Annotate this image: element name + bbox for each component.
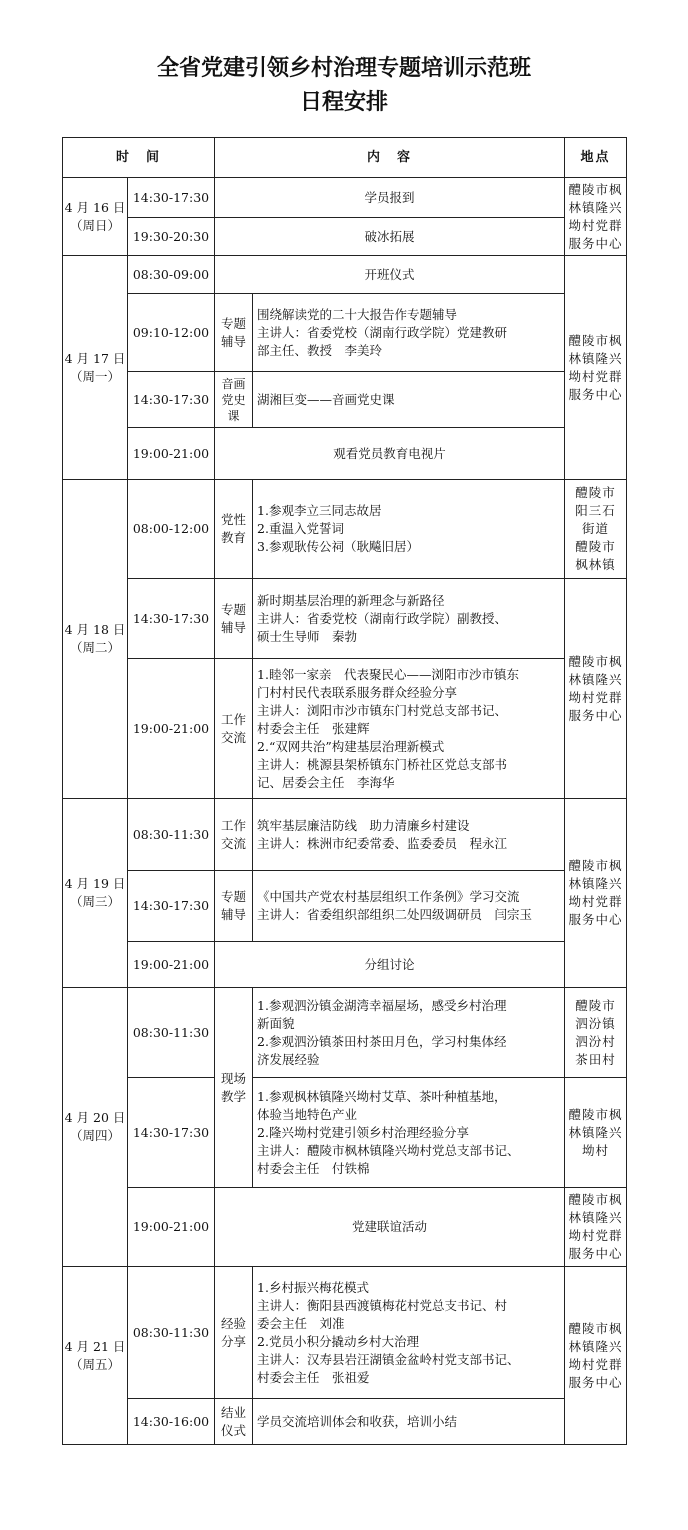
date-cell: 4 月 21 日 （周五） [63,1267,128,1445]
venue-cell: 醴陵市 泗汾镇 泗汾村 茶田村 [565,988,627,1078]
venue-cell: 醴陵市枫 林镇隆兴 坳村党群 服务中心 [565,1267,627,1445]
time-cell: 14:30-16:00 [128,1399,215,1445]
date-cell: 4 月 20 日 （周四） [63,988,128,1267]
content-cell: 1.参观李立三同志故居 2.重温入党誓词 3.参观耿传公祠（耿飚旧居） [253,480,565,579]
time-cell: 09:10-12:00 [128,294,215,372]
date-cell: 4 月 17 日 （周一） [63,256,128,480]
content-cell: 破冰拓展 [215,218,565,256]
type-cell: 结业 仪式 [215,1399,253,1445]
content-cell: 学员报到 [215,178,565,218]
table-row [63,218,627,256]
time-cell: 14:30-17:30 [128,178,215,218]
type-cell: 党性 教育 [215,480,253,579]
type-cell: 专题 辅导 [215,871,253,942]
venue-cell: 醴陵市枫 林镇隆兴 坳村党群 服务中心 [565,579,627,799]
date-label: 4 月 16 日 [64,199,126,215]
table-row [63,1188,627,1267]
page-subtitle: 日程安排 [299,90,388,115]
time-cell: 14:30-17:30 [128,372,215,428]
table-row [63,294,627,372]
venue-cell: 醴陵市枫 林镇隆兴 坳村党群 服务中心 [565,256,627,480]
time-cell: 08:30-11:30 [128,1267,215,1399]
table-row [63,480,627,579]
time-cell: 19:00-21:00 [128,659,215,799]
content-cell: 党建联谊活动 [215,1188,565,1267]
content-cell: 开班仪式 [215,256,565,294]
content-cell: 1.参观泗汾镇金湖湾幸福屋场，感受乡村治理 新面貌 2.参观泗汾镇茶田村茶田月色，学习村集体经 济发展经验 [253,988,565,1078]
content-cell: 《中国共产党农村基层组织工作条例》学习交流 主讲人：省委组织部组织二处四级调研员 闫宗玉 [253,871,565,942]
type-cell: 音画 党史 课 [215,372,253,428]
table-row [63,579,627,659]
table-row [63,1399,627,1445]
page-title: 全省党建引领乡村治理专题培训示范班 [156,56,531,81]
time-cell: 14:30-17:30 [128,579,215,659]
table-row [63,871,627,942]
content-cell: 学员交流培训体会和收获，培训小结 [253,1399,565,1445]
table-row [63,428,627,480]
content-cell: 湖湘巨变——音画党史课 [253,372,565,428]
table-row [63,372,627,428]
date-cell [63,178,128,256]
time-cell: 08:30-11:30 [128,799,215,871]
venue-cell: 醴陵市枫 林镇隆兴 坳村党群 服务中心 [565,799,627,988]
table-row [63,256,627,294]
type-cell: 专题 辅导 [215,294,253,372]
date-cell: 4 月 18 日 （周二） [63,480,128,799]
content-cell: 新时期基层治理的新理念与新路径 主讲人：省委党校（湖南行政学院）副教授、 硕士生导师 秦勃 [253,579,565,659]
time-cell: 14:30-17:30 [128,871,215,942]
time-cell: 19:30-20:30 [128,218,215,256]
table-row [63,1267,627,1399]
content-cell: 围绕解读党的二十大报告作专题辅导 主讲人：省委党校（湖南行政学院）党建教研 部主任、教授 李美玲 [253,294,565,372]
table-row [63,799,627,871]
header-time: 时 间 [63,138,215,178]
type-cell: 专题 辅导 [215,579,253,659]
content-cell: 筑牢基层廉洁防线 助力清廉乡村建设 主讲人：株洲市纪委常委、监委委员 程永江 [253,799,565,871]
time-cell: 19:00-21:00 [128,942,215,988]
time-cell: 08:30-11:30 [128,988,215,1078]
header-content: 内 容 [215,138,565,178]
table-row [63,659,627,799]
time-cell: 08:00-12:00 [128,480,215,579]
content-cell: 分组讨论 [215,942,565,988]
table-row [63,178,627,218]
type-cell: 经验 分享 [215,1267,253,1399]
table-row [63,1078,627,1188]
header-venue: 地点 [565,138,627,178]
venue-cell: 醴陵市枫 林镇隆兴 坳村 [565,1078,627,1188]
type-cell: 工作 交流 [215,659,253,799]
venue-cell: 醴陵市枫 林镇隆兴 坳村党群 服务中心 [565,178,627,256]
content-cell: 1.乡村振兴梅花模式 主讲人：衡阳县西渡镇梅花村党总支书记、村 委会主任 刘准 2.党员小积分撬动乡村大治理 主讲人：汉寿县岩汪湖镇金盆岭村党支部书记、 村委会主任 张祖爱 [253,1267,565,1399]
type-cell: 现场 教学 [215,988,253,1188]
time-cell: 08:30-09:00 [128,256,215,294]
type-cell: 工作 交流 [215,799,253,871]
weekday-label: （周日） [69,217,120,233]
content-cell: 1.参观枫林镇隆兴坳村艾草、茶叶种植基地， 体验当地特色产业 2.隆兴坳村党建引领乡村治理经验分享 主讲人：醴陵市枫林镇隆兴坳村党总支部书记、 村委会主任 付铁棉 [253,1078,565,1188]
venue-cell: 醴陵市 阳三石 街道 醴陵市 枫林镇 [565,480,627,579]
content-cell: 1.睦邻一家亲 代表聚民心——浏阳市沙市镇东 门村村民代表联系服务群众经验分享 主讲人：浏阳市沙市镇东门村党总支部书记、 村委会主任 张建辉 2.“双网共治”构建基层治理新模式 主讲人：桃源县架桥镇东门桥社区党总支部书 记、居委会主任 李海华 [253,659,565,799]
time-cell: 14:30-17:30 [128,1078,215,1188]
time-cell: 19:00-21:00 [128,428,215,480]
table-row [63,988,627,1078]
schedule-table [62,137,627,1445]
venue-cell: 醴陵市枫 林镇隆兴 坳村党群 服务中心 [565,1188,627,1267]
date-cell: 4 月 19 日 （周三） [63,799,128,988]
table-row [63,942,627,988]
time-cell: 19:00-21:00 [128,1188,215,1267]
content-cell: 观看党员教育电视片 [215,428,565,480]
table-header-row [63,138,627,178]
